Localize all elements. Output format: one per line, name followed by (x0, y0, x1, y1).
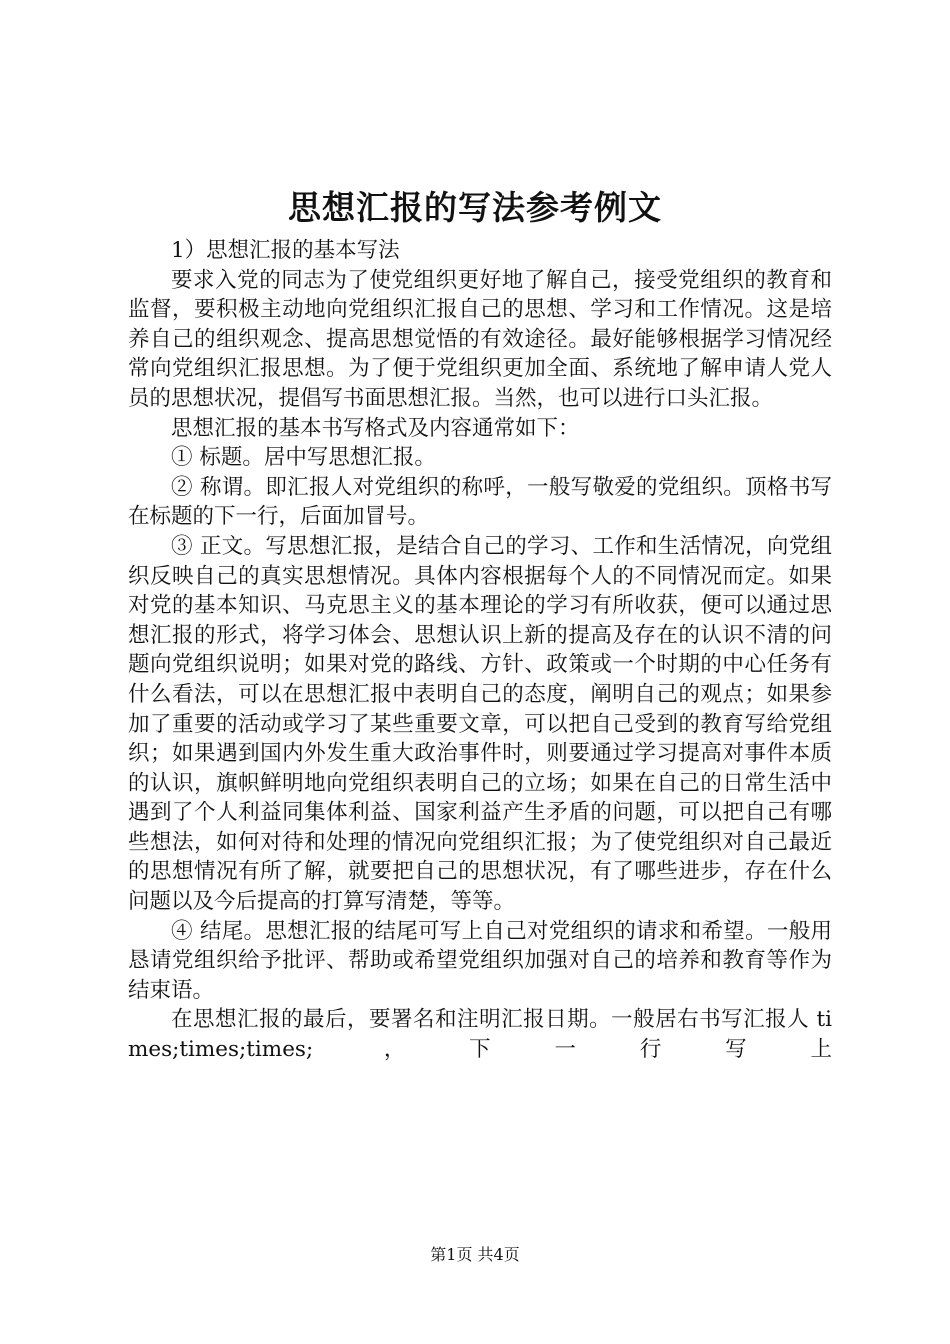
paragraph-item-ending: ④ 结尾。思想汇报的结尾可写上自己对党组织的请求和希望。一般用恳请党组织给予批评、帮助或希望党组织加强对自己的培养和教育等作为结束语。 (128, 918, 832, 1003)
document-title: 思想汇报的写法参考例文 (288, 188, 662, 227)
paragraph-format-intro: 思想汇报的基本书写格式及内容通常如下： (171, 415, 580, 441)
paragraph-item-body: ③ 正文。写思想汇报，是结合自己的学习、工作和生活情况，向党组织反映自己的真实思想情况。具体内容根据每个人的不同情况而定。如果对党的基本知识、马克思主义的基本理论的学习有所收获，便可以通过思想汇报的形式，将学习体会、思想认识上新的提高及存在的认识不清的问题向党组织说明；如果对党的路线、方针、政策或一个时期的中心任务有什么看法，可以在思想汇报中表明自己的态度，阐明自己的观点；如果参加了重要的活动或学习了某些重要文章，可以把自己受到的教育写给党组织；如果遇到国内外发生重大政治事件时，则要通过学习提高对事件本质的认识，旗帜鲜明地向党组织表明自己的立场；如果在自己的日常生活中遇到了个人利益同集体利益、国家利益产生矛盾的问题，可以把自己有哪些想法，如何对待和处理的情况向党组织汇报；为了使党组织对自己最近的思想情况有所了解，就要把自己的思想状况，有了哪些进步，存在什么问题以及今后提高的打算写清楚，等等。 (128, 533, 832, 915)
paragraph-signature: 在思想汇报的最后，要署名和注明汇报日期。一般居右书写汇报人 times;times;times; ，下一行写上 (128, 1007, 832, 1063)
paragraph-item-salutation: ② 称谓。即汇报人对党组织的称呼，一般写敬爱的党组织。顶格书写在标题的下一行，后面加冒号。 (128, 474, 832, 530)
paragraph-section-heading: 1）思想汇报的基本写法 (171, 238, 400, 263)
page-footer: 第1页 共4页 (430, 1245, 520, 1264)
paragraph-intro: 要求入党的同志为了使党组织更好地了解自己，接受党组织的教育和监督，要积极主动地向党组织汇报自己的思想、学习和工作情况。这是培养自己的组织观念、提高思想觉悟的有效途径。最好能够根据学习情况经常向党组织汇报思想。为了便于党组织更加全面、系统地了解申请人党人员的思想状况，提倡写书面思想汇报。当然，也可以进行口头汇报。 (128, 267, 832, 411)
paragraph-item-title: ① 标题。居中写思想汇报。 (171, 445, 436, 471)
document-body (128, 236, 832, 1065)
